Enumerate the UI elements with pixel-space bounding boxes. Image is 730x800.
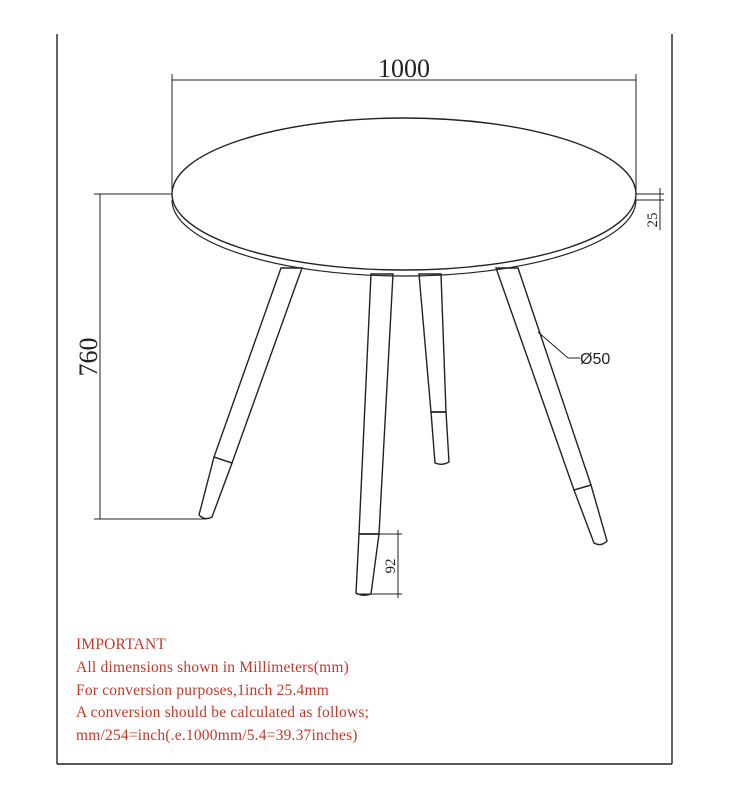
leg-diameter-label: Ø50 bbox=[580, 351, 611, 368]
notes-line-3: A conversion should be calculated as follows; bbox=[76, 704, 370, 721]
leg-left-body bbox=[214, 268, 302, 463]
thickness-label: 25 bbox=[645, 212, 661, 228]
thickness-dimension bbox=[636, 188, 664, 230]
leg-back-foot bbox=[431, 412, 449, 464]
leg-right-foot bbox=[574, 485, 607, 545]
height-label: 760 bbox=[74, 337, 103, 377]
notes-line-4: mm/254=inch(.e.1000mm/5.4=39.37inches) bbox=[76, 727, 358, 744]
notes-line-1: All dimensions shown in Millimeters(mm) bbox=[76, 659, 350, 676]
leg-front-body bbox=[359, 274, 393, 534]
leg-right-body bbox=[496, 268, 591, 490]
table-top-ellipse bbox=[172, 118, 636, 270]
table-top-edge bbox=[172, 200, 636, 276]
height-dimension bbox=[74, 194, 206, 519]
foot-cap-label: 92 bbox=[383, 558, 399, 574]
leg-left-foot bbox=[199, 457, 232, 519]
notes-line-2: For conversion purposes,1inch 25.4mm bbox=[76, 682, 330, 699]
width-dimension bbox=[172, 54, 636, 192]
table-leg-back bbox=[419, 274, 449, 464]
width-label: 1000 bbox=[378, 54, 430, 83]
table-leg-left bbox=[199, 268, 302, 519]
table-top bbox=[172, 118, 636, 276]
leg-diameter-leader bbox=[538, 332, 568, 358]
leg-front-foot bbox=[356, 534, 379, 595]
leg-back-body bbox=[419, 274, 446, 412]
foot-cap-dimension bbox=[356, 530, 402, 598]
notes-title: IMPORTANT bbox=[76, 636, 167, 653]
table-leg-front bbox=[356, 274, 393, 595]
leg-diameter-callout bbox=[538, 332, 610, 368]
table-leg-right bbox=[496, 268, 607, 545]
